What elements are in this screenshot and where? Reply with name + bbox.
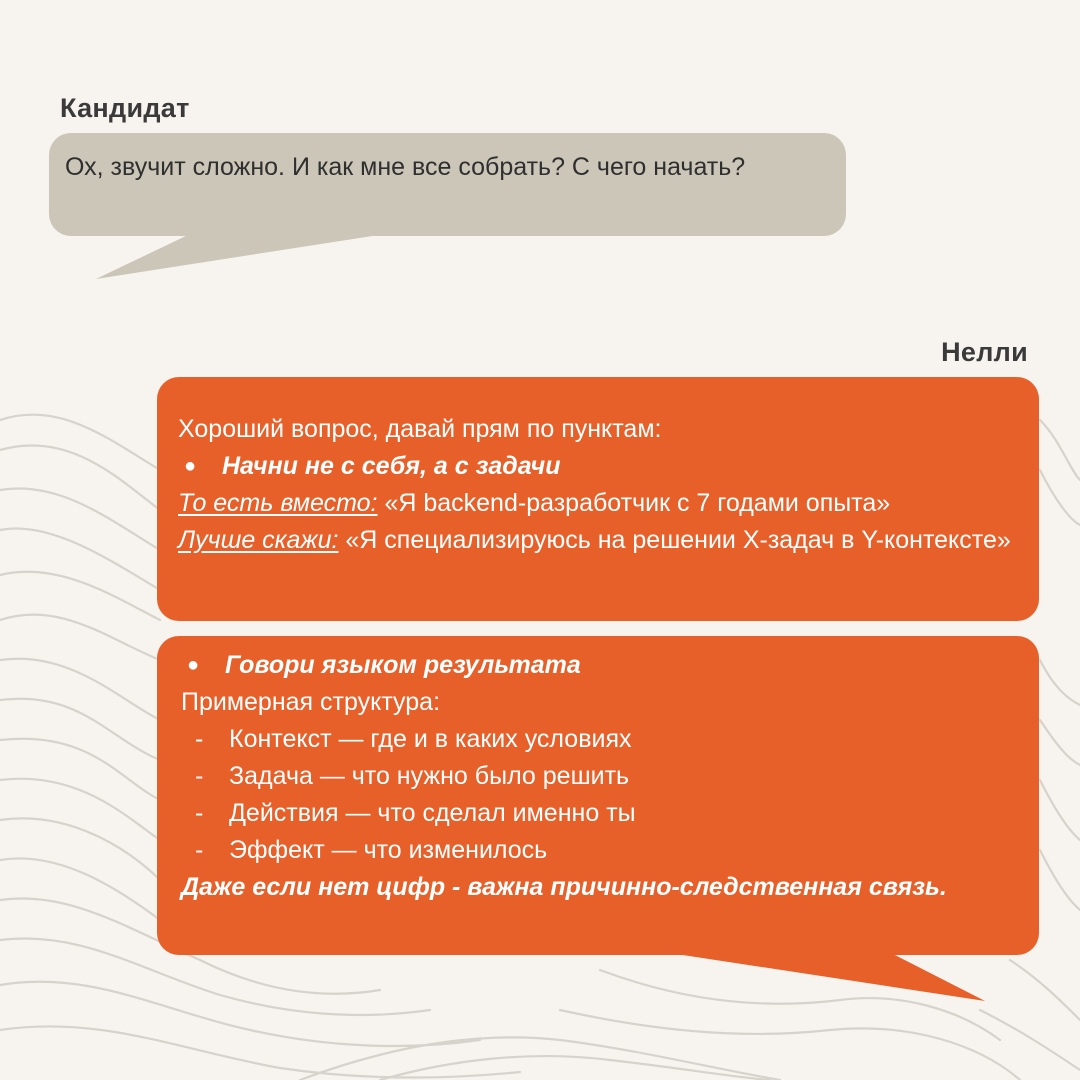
structure-label: Примерная структура:	[181, 688, 441, 716]
instead-line	[178, 485, 1019, 522]
candidate-message-text: Ох, звучит сложно. И как мне все собрать? С чего начать?	[65, 153, 746, 181]
speaker-name-candidate: Кандидат	[60, 93, 190, 123]
list-item-text: Действия — что сделал именно ты	[229, 799, 636, 827]
bullet-icon: ●	[187, 654, 200, 676]
instead-text: «Я backend-разработчик с 7 годами опыта»	[377, 489, 891, 517]
better-line	[178, 522, 1019, 559]
bullet-icon: ●	[184, 455, 197, 477]
bullet-item	[178, 448, 1019, 485]
list-item-text: Задача — что нужно было решить	[229, 762, 630, 790]
conclusion-text: Даже если нет цифр - важна причинно-следственная связь.	[181, 873, 947, 901]
candidate-message-bubble	[49, 133, 846, 236]
speaker-name-nelly: Нелли	[941, 337, 1028, 367]
instead-label: То есть вместо:	[178, 489, 378, 517]
better-text: «Я специализируюсь на решении X-задач в Y-контексте»	[338, 526, 1011, 554]
list-item	[181, 832, 1019, 869]
dash-icon: -	[195, 762, 204, 790]
nelly-message-bubble-2	[157, 636, 1039, 955]
list-item	[181, 758, 1019, 795]
dash-icon: -	[195, 799, 204, 827]
nelly-message-bubble-1	[157, 377, 1039, 621]
list-item	[181, 795, 1019, 832]
list-item-text: Эффект — что изменилось	[229, 836, 548, 864]
bullet-item	[181, 647, 1019, 684]
intro-text: Хороший вопрос, давай прям по пунктам:	[178, 415, 662, 443]
list-item	[181, 721, 1019, 758]
dash-icon: -	[195, 836, 204, 864]
bullet-heading: Начни не с себя, а с задачи	[222, 452, 561, 480]
list-item-text: Контекст — где и в каких условиях	[229, 725, 632, 753]
better-label: Лучше скажи:	[178, 526, 339, 554]
bullet-heading: Говори языком результата	[225, 651, 581, 679]
dash-icon: -	[195, 725, 204, 753]
